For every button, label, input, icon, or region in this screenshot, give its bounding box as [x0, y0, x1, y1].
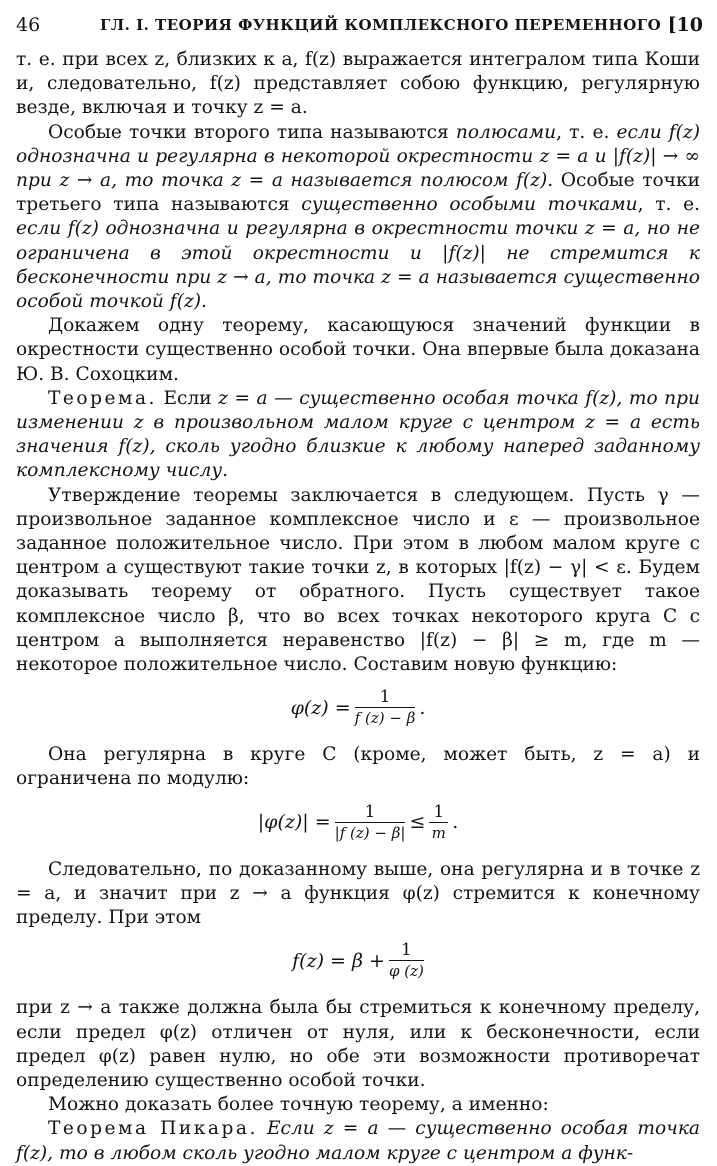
theorem-picard: Теорема Пикара. Если z = a — существенно особая точка f(z), то в любом сколь угодно малом круге с центром a функ-	[16, 1118, 701, 1164]
section-number: [10	[667, 14, 703, 36]
paragraph-5: Она регулярна в круге C (кроме, может быть, z = a) и ограничена по модулю:	[16, 744, 700, 790]
paragraph-3: Докажем одну теорему, касающуюся значений функции в окрестности существенно особой точки. Она впервые была доказана Ю. В. Сохоцким.	[16, 315, 700, 385]
running-title: ГЛ. I. ТЕОРИЯ ФУНКЦИЙ КОМПЛЕКСНОГО ПЕРЕМЕННОГО	[100, 16, 662, 34]
theorem-sokhotsky: Теорема. Если z = a — существенно особая точка f(z), то при изменении z в произвольном малом круге с центром z = a есть значения f(z), сколь угодно близкие к любому наперед заданному комплексному числу.	[16, 387, 701, 482]
equation-bound: |φ(z)| = $\frac{1}{|f (z) - \beta|}$ ≤ $\frac{1}{m}$ .	[257, 801, 459, 842]
equation-f: f(z) = β + $\frac{1}{\varphi (z)}$	[292, 940, 424, 981]
paragraph-2: Особые точки второго типа называются полюсами, т. е. если f(z) однозначна и регулярна в некоторой окрестности z = a и |f(z)| → ∞ при z → a, то точка z = a называется полюсом f(z). Особые точки третьего типа называются существенно особыми точками, т. е. если f(z) однозначна и регулярна в окрестности точки z = a, но не ограничена в этой окрестности и |f(z)| не стремится к бесконечности при z → a, то точка z = a называется существенно особой точкой f(z).	[16, 121, 701, 313]
page-body	[16, 48, 700, 1166]
picard-label: Теорема Пикара.	[48, 1118, 258, 1140]
equation-phi: φ(z) = $\frac{1}{f (z) - \beta}$ .	[290, 687, 426, 728]
paragraph-6: Следовательно, по доказанному выше, она регулярна и в точке z = a, и значит при z → a функция φ(z) стремится к конечному пределу. При этом	[16, 858, 700, 929]
paragraph-1: т. е. при всех z, близких к a, f(z) выражается интегралом типа Коши и, следовательно, f(z) представляет собою функцию, регулярную везде, включая и точку z = a.	[16, 49, 700, 119]
page-number: 46	[16, 14, 41, 36]
theorem-label: Теорема.	[48, 387, 157, 409]
paragraph-7: при z → a также должна была бы стремиться к конечному пределу, если предел φ(z) отличен от нуля, или к бесконечности, если предел φ(z) равен нулю, но обе эти возможности противоречат определению существенно особой точки.	[16, 997, 700, 1091]
paragraph-4: Утверждение теоремы заключается в следующем. Пусть γ — произвольное заданное комплексное число и ε — произвольное заданное положительное число. При этом в любом малом круге с центром a существуют такие точки z, в которых |f(z) − γ| < ε. Будем доказывать теорему от обратного. Пусть существует такое комплексное число β, что во всех точках некоторого круга C с центром a выполняется неравенство |f(z) − β| ≥ m, где m — некоторое положительное число. Составим новую функцию:	[16, 484, 700, 676]
running-header	[16, 10, 703, 40]
paragraph-8: Можно доказать более точную теорему, а именно:	[48, 1094, 549, 1116]
